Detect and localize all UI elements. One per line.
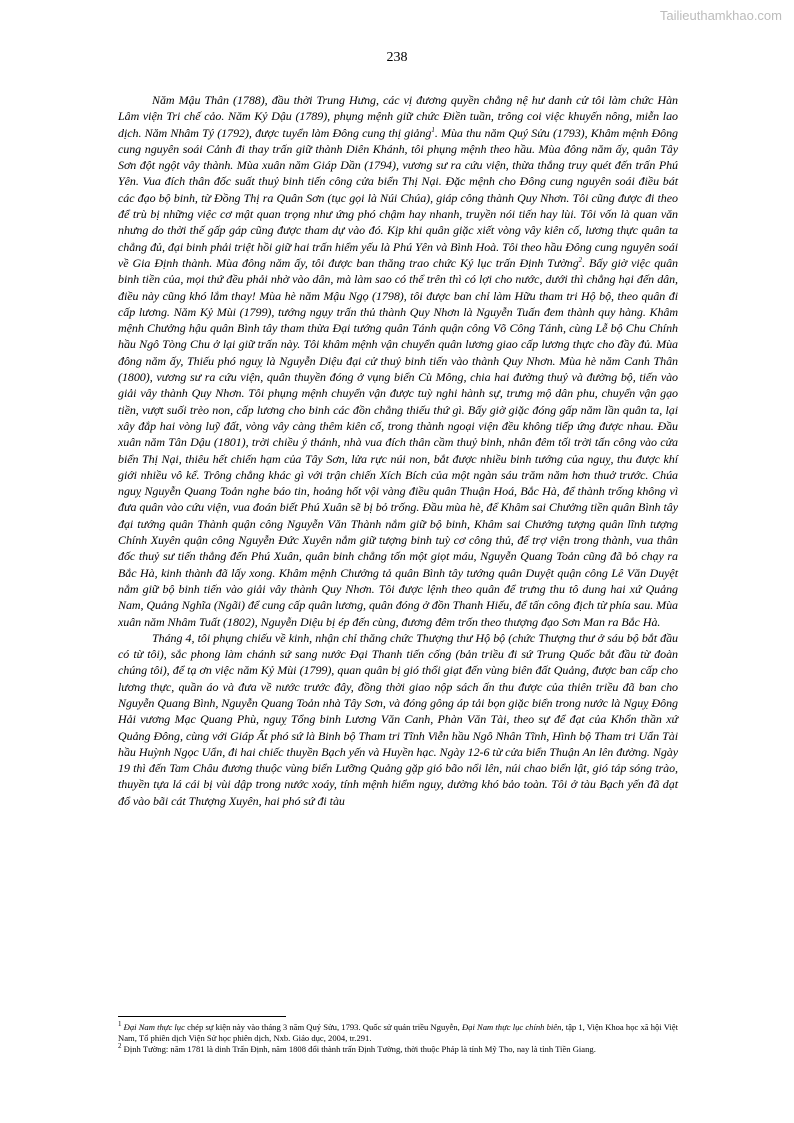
footnote-2 [118,1044,678,1055]
footnote-2-text: Định Tường: năm 1781 là dinh Trấn Định, năm 1808 đổi thành trấn Định Tường, thời thuộc Pháp là tỉnh Mỹ Tho, nay là tỉnh Tiền Giang. [123,1044,596,1054]
paragraph-1-part-c: . Bấy giờ việc quân binh tiền của, mọi thứ đều phải nhờ vào dân, mà làm sao có thể trên thì có lợi cho nước, dưới thì chẳng hại đến dân, điều này cũng khó lắm thay! Mùa hè năm Mậu Ngọ (1798), tôi được ban chỉ làm Hữu tham tri Hộ bộ, theo quân đi cấp lương. Năm Kỷ Mùi (1799), tướng ngụy trấn thủ thành Quy Nhơn là Nguyễn Tuấn đem thành quy hàng. Khâm mệnh Chưởng hậu quân Bình tây tham thừa Đại tướng quân Tánh quận công Võ Công Tánh, cùng Lễ bộ Chu Chính hầu Ngô Tòng Chu ở lại giữ trấn này. Tôi khâm mệnh vận chuyển quân lương giao cấp lương thực cho đầy đủ. Mùa đông năm ấy, Thiếu phó nguỵ là Nguyễn Diệu đại cử thuỷ binh tiến vào thành Quy Nhơn. Mùa hè năm Canh Thân (1800), vương sư ra cứu viện, quân thuyền đóng ở vụng biển Cù Mông, chia hai đường thuỷ và đường bộ, tiến vào giải vây thành Quy Nhơn. Tôi phụng mệnh chuyển vận được tuỳ nghi hành sự, trưng mộ dân phu, chuyển vận gạo tiền, vượt suối trèo non, cấp lương cho binh các đồn chẳng thiếu thứ gì. Bấy giờ giặc đóng gấp năm lần quân ta, lại xây đắp hai vòng luỹ đất, vòng vây càng thêm kiên cố, trong thành ngoại viện đều không tiếp ứng được nhau. Đầu xuân năm Tân Dậu (1801), trời chiều ý thánh, nhà vua đích thân cầm thuỷ binh, nhân đêm tối trời tấn công vào cửa biển Thị Nại, thiêu hết chiến hạm của Tây Sơn, lửa rực núi non, bắt được nhiều binh tướng của nguỵ, thu được khí giới nhiều vô kể. Trông chẳng khác gì với trận chiến Xích Bích của một ngàn sáu trăm năm hơn thuở trước. Chúa nguỵ Nguyễn Quang Toản nghe báo tin, hoảng hốt vội vàng điều quân Thuận Hoá, Bắc Hà, để thành trống không vì đưa quân vào cứu viện, vua đoán biết Phú Xuân sẽ bị bỏ trống. Đầu mùa hè, để Khâm sai Chưởng tiền quân Bình tây đại tướng quân Thành quận công Nguyễn Văn Thành nắm giữ bộ binh, Khâm sai Chưởng tượng quân lĩnh tượng Chính Xuyên quận công Nguyễn Đức Xuyên nắm giữ tượng binh tuỳ cơ công thủ, để trợ viện trong thành, vua thân đốc thuỷ sư tiến thẳng đến Phú Xuân, quân binh chẳng tốn một giọt máu, Nguyễn Quang Toản cũng đã bỏ chạy ra Bắc Hà, kinh thành đã lấy xong. Khâm mệnh Chưởng tả quân Bình tây tướng quân Duyệt quận công Lê Văn Duyệt nắm giữ bộ binh tiến vào giải vây thành Quy Nhơn. Tôi được lệnh theo quân để trưng thu tô dung hai xứ Quảng Nam, Quảng Nghĩa (Ngãi) để cung cấp quân lương, quân đóng ở đồn Thanh Hiếu, để tấn công địch từ phía sau. Mùa xuân năm Nhâm Tuất (1802), Nguyễn Diệu bị ép đến cùng, đương đêm trốn theo thượng đạo Sơn Man ra Bắc Hà. [118,255,678,629]
footnote-1-mid: chép sự kiện này vào tháng 3 năm Quý Sửu, 1793. Quốc sử quán triều Nguyễn, [184,1022,462,1032]
watermark: Tailieuthamkhao.com [659,8,782,23]
footnote-divider [118,1016,286,1017]
paragraph-2 [118,630,678,809]
paragraph-2-text: Tháng 4, tôi phụng chiếu về kinh, nhận chỉ thăng chức Thượng thư Hộ bộ (chức Thượng thư ở sáu bộ bắt đầu có từ tôi), sắc phong làm chánh sứ sang nước Đại Thanh tiến cống (bản triều đi sứ Trung Quốc bắt đầu từ đoàn chúng tôi), để tạ ơn việc năm Kỷ Mùi (1799), quan quân bị gió thổi giạt đến vùng biên đất Quảng, được ban cấp cho lương thực, quần áo và đưa về nước trước đây, đồng thời giao nộp sách ấn thu được của thiên triều đã ban cho Nguyễn Quang Bình, Nguyễn Quang Toản nhà Tây Sơn, và đóng gông áp tải bọn giặc biển trong nước là Nguỵ Đông Hải vương Mạc Quang Phù, nguỵ Tổng binh Lương Văn Canh, Phàn Văn Tài, theo sự để đạt của Khổn thần xứ Quảng Đông, cùng với Giáp Ất phó sứ là Binh bộ Tham tri Tĩnh Viễn hầu Ngô Nhân Tĩnh, Hình bộ Tham tri Uẩn Tài hầu Huỳnh Ngọc Uẩn, đi hai chiếc thuyền Bạch yến và Huyền hạc. Ngày 12-6 từ cửa biển Thuận An lên đường. Ngày 19 thì đến Tam Châu đương thuộc vùng biển Lưỡng Quảng gặp gió bão nổi lên, núi chao biển lật, gió táp sóng trào, thuyền tựa lá cái bị vùi dập trong nước xoáy, tính mệnh hiểm nguy, dường khó bảo toàn. Tôi ở tàu Bạch yến đã dạt đổ vào bãi cát Thượng Xuyên, hai phó sứ đi tàu [118,630,678,808]
paragraph-1-part-a: Năm Mậu Thân (1788), đầu thời Trung Hưng, các vị đương quyền chẳng nệ hư danh cử tôi làm chức Hàn Lâm viện Tri chế cảo. Năm Kỷ Dậu (1789), phụng mệnh giữ chức Điền tuần, trông coi việc khuyến nông, miễn lao dịch. Năm Nhâm Tý (1792), được tuyển làm Đông cung thị giảng [118,93,678,140]
footnote-1 [118,1022,678,1044]
footnote-1-number: 1 [118,1020,122,1029]
page-number: 238 [386,50,408,65]
paragraph-1 [118,92,678,630]
footnote-ref-2[interactable]: 2 [578,255,583,264]
footnote-1-title: Đại Nam thực lục [123,1022,185,1032]
footnote-1-title2: Đại Nam thực lục chính biên [461,1022,562,1032]
footnotes [118,1022,678,1055]
footnote-ref-1[interactable]: 1 [431,125,435,134]
footnote-1-end: , tập 1, Viện Khoa học xã hội Việt Nam, Tổ phiên dịch Viện Sử học phiên dịch, Nxb. Giáo dục, 2004, tr.291. [118,1022,678,1043]
paragraph-1-part-b: . Mùa thu năm Quý Sửu (1793), Khâm mệnh Đông cung nguyên soái Cảnh đi thay trấn giữ thành Diên Khánh, tôi phụng mệnh theo hầu. Mùa đông năm ấy, quân Tây Sơn đột ngột vây thành. Mùa xuân năm Giáp Dần (1794), vương sư ra cứu viện, thừa thắng truy quét đến trấn Phú Yên. Vua đích thân đốc suất thuỷ binh tiến công cửa biển Thị Nại. Đặc mệnh cho Đông cung nguyên soái điều bát các đạo bộ binh, từ Đồng Thị ra Quân Sơn (tục gọi là Núi Chúa), giáp công thành Quy Nhơn. Tôi cũng được đi theo để trù bị những việc cơ mật quan trọng như ứng phó chậm hay nhanh, truyền nói tiến hay lùi. Tôi vốn là quan văn nhưng do thời thế gấp gáp cũng được tham dự vào đó. Kịp khi quân giặc xiết vòng vây kiên cố, lương thực quân ta chẳng đủ, đại binh phải triệt hồi giữ hai trấn hiểm yếu là Phú Yên và Bình Hoà. Tôi theo hầu Đông cung nguyên soái về Gia Định thành. Mùa đông năm ấy, tôi được ban thăng trao chức Ký lục trấn Định Tường [118,125,679,270]
footnote-2-number: 2 [118,1042,122,1051]
body-text [118,92,678,809]
